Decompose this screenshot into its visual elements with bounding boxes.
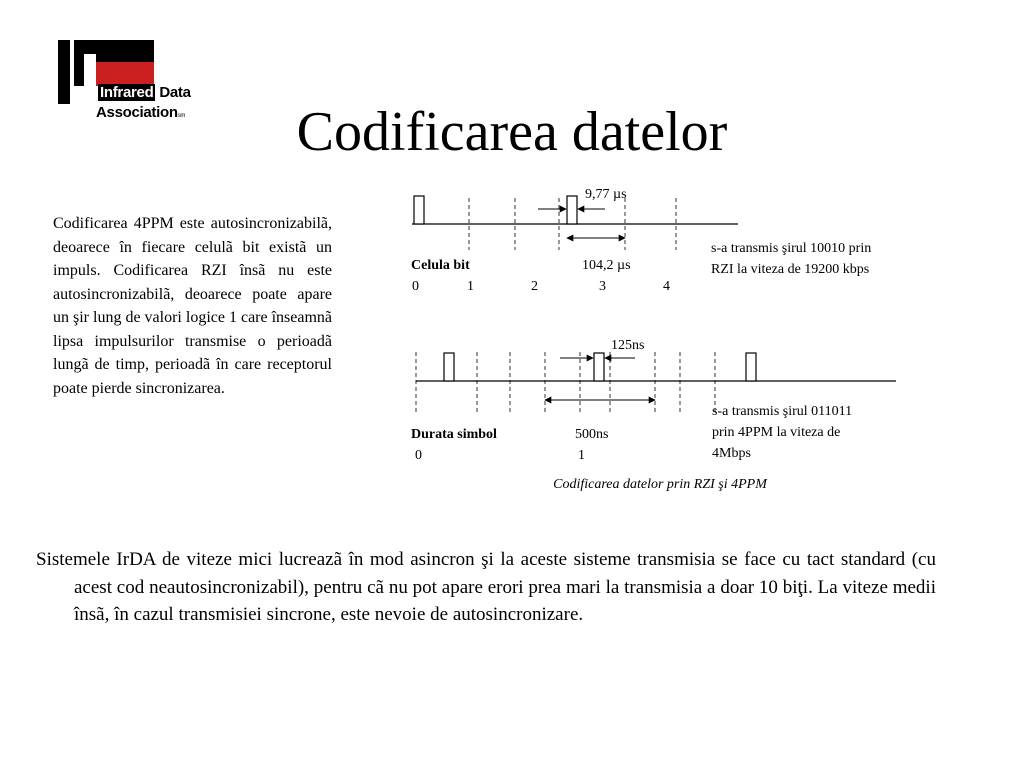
- logo-line2: Associationsm: [96, 104, 186, 121]
- logo-i-bar: [58, 40, 70, 104]
- logo-line1: Infrared Data: [100, 84, 191, 101]
- rzi-pulse: [567, 196, 577, 224]
- rzi-cell-width-label: 104,2 µs: [582, 258, 631, 273]
- rzi-pulse-width-label: 9,77 µs: [585, 187, 627, 202]
- rzi-note-line: RZI la viteza de 19200 kbps: [711, 262, 870, 277]
- rzi-cell-number: 0: [412, 279, 419, 294]
- ppm-note-line: 4Mbps: [712, 446, 751, 461]
- rzi-waveform: [412, 196, 738, 250]
- rzi-pulse: [414, 196, 424, 224]
- rzi-cell-number: 1: [467, 279, 474, 294]
- rzi-axis-label: Celula bit: [411, 258, 470, 273]
- rzi-cell-number: 2: [531, 279, 538, 294]
- ppm-pulse: [746, 353, 756, 381]
- logo-r-block: [74, 40, 154, 86]
- ppm-pulse: [444, 353, 454, 381]
- rzi-note-line: s-a transmis şirul 10010 prin: [711, 241, 872, 256]
- ppm-axis-label: Durata simbol: [411, 427, 497, 442]
- bottom-paragraph: Sistemele IrDA de viteze mici lucreazã în mod asincron şi la aceste sisteme transmisia se face cu tact standard (cu acest cod neautosincronizabil), pentru cã nu pot apare erori prea mari la transmisia a doar 10 biţi. La viteze medii însã, în cazul transmisiei sincrone, este nevoie de autosincronizare.: [36, 549, 936, 625]
- rzi-cell-number: 3: [599, 279, 606, 294]
- page-title: Codificarea datelor: [296, 101, 728, 163]
- ppm-symbol-number: 1: [578, 448, 585, 463]
- ppm-pulse-width-label: 125ns: [611, 338, 645, 353]
- encoding-diagram: [395, 180, 925, 520]
- ppm-waveform: [416, 352, 896, 412]
- left-paragraph: Codificarea 4PPM este autosincronizabilã, deoarece în fiecare celulã bit existã un impuls. Codificarea RZI însã nu este autosincronizabilã, deoarece poate apare un şir lung de valori logice 1 care înseamnã lipsa impulsurilor transmise o perioadã lungã de timp, perioadã în care receptorul poate pierde sincronizarea.: [53, 215, 333, 397]
- ppm-note-line: prin 4PPM la viteza de: [712, 425, 841, 440]
- ppm-note-line: s-a transmis şirul 011011: [712, 404, 853, 419]
- rzi-cell-number: 4: [663, 279, 670, 294]
- ppm-pulse: [594, 353, 604, 381]
- ppm-symbol-number: 0: [415, 448, 422, 463]
- diagram-caption: Codificarea datelor prin RZI şi 4PPM: [553, 477, 767, 492]
- ppm-symbol-width-label: 500ns: [575, 427, 609, 442]
